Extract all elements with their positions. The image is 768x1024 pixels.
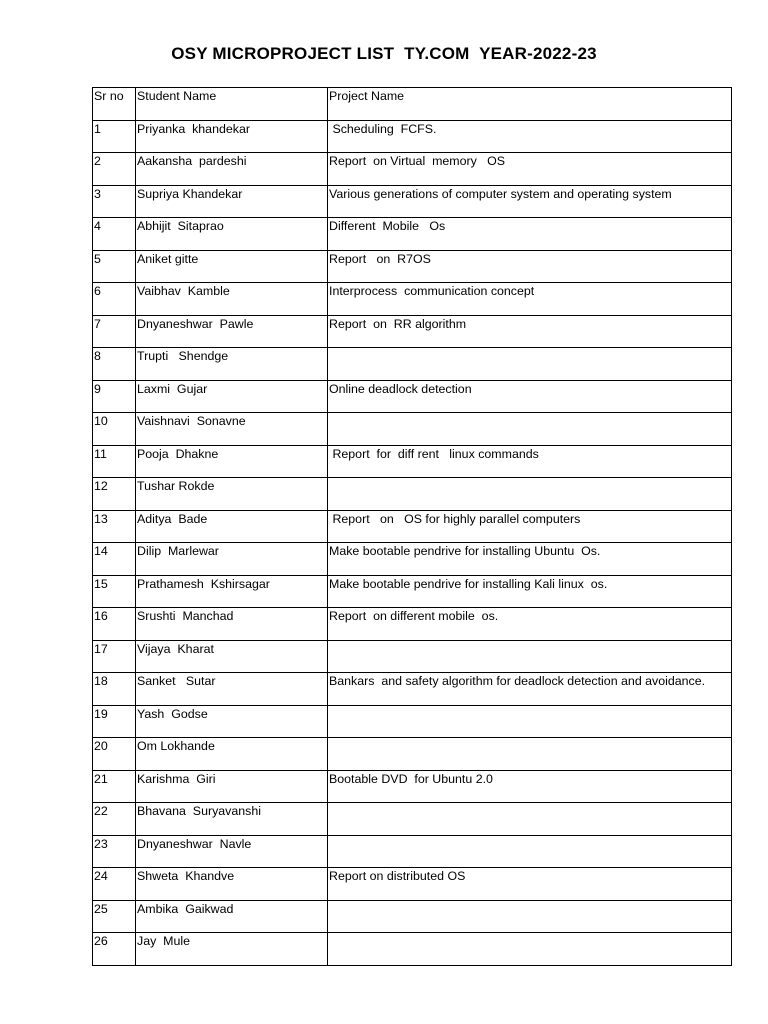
- table-row: [93, 153, 732, 186]
- project-name-cell: [328, 640, 732, 673]
- sr-no-cell: 26: [93, 933, 136, 966]
- student-name-cell: Ambika Gaikwad: [136, 900, 328, 933]
- project-name-cell: [328, 413, 732, 446]
- sr-no-cell: 20: [93, 738, 136, 771]
- table-body: [93, 120, 732, 965]
- table-row: [93, 738, 732, 771]
- student-name-cell: Dilip Marlewar: [136, 543, 328, 576]
- project-name-cell: Various generations of computer system and operating system: [328, 185, 732, 218]
- project-name-cell: Report on distributed OS: [328, 868, 732, 901]
- student-name-cell: Aditya Bade: [136, 510, 328, 543]
- table-row: [93, 575, 732, 608]
- sr-no-cell: 5: [93, 250, 136, 283]
- sr-no-cell: 9: [93, 380, 136, 413]
- sr-no-cell: 23: [93, 835, 136, 868]
- project-name-cell: [328, 803, 732, 836]
- student-name-cell: Sanket Sutar: [136, 673, 328, 706]
- student-name-cell: Dnyaneshwar Navle: [136, 835, 328, 868]
- project-name-cell: [328, 348, 732, 381]
- student-name-cell: Tushar Rokde: [136, 478, 328, 511]
- microproject-table: [92, 87, 732, 966]
- table-row: [93, 608, 732, 641]
- sr-no-cell: 3: [93, 185, 136, 218]
- project-name-cell: Report on RR algorithm: [328, 315, 732, 348]
- sr-no-cell: 21: [93, 770, 136, 803]
- project-name-cell: Report on R7OS: [328, 250, 732, 283]
- table-row: [93, 380, 732, 413]
- student-name-cell: Dnyaneshwar Pawle: [136, 315, 328, 348]
- student-name-cell: Bhavana Suryavanshi: [136, 803, 328, 836]
- project-name-cell: [328, 705, 732, 738]
- table-header-row: [93, 88, 732, 121]
- table-row: [93, 478, 732, 511]
- project-name-cell: Online deadlock detection: [328, 380, 732, 413]
- project-name-cell: [328, 478, 732, 511]
- student-name-cell: Srushti Manchad: [136, 608, 328, 641]
- table-row: [93, 705, 732, 738]
- sr-no-cell: 10: [93, 413, 136, 446]
- student-name-cell: Vaibhav Kamble: [136, 283, 328, 316]
- table-row: [93, 413, 732, 446]
- project-name-cell: [328, 738, 732, 771]
- header-sr-no: Sr no: [93, 88, 136, 121]
- student-name-cell: Supriya Khandekar: [136, 185, 328, 218]
- project-name-cell: Report on different mobile os.: [328, 608, 732, 641]
- project-name-cell: Bankars and safety algorithm for deadlock detection and avoidance.: [328, 673, 732, 706]
- table-row: [93, 640, 732, 673]
- table-row: [93, 185, 732, 218]
- student-name-cell: Yash Godse: [136, 705, 328, 738]
- project-name-cell: Report on OS for highly parallel computers: [328, 510, 732, 543]
- table-row: [93, 868, 732, 901]
- table-row: [93, 543, 732, 576]
- sr-no-cell: 19: [93, 705, 136, 738]
- table-row: [93, 218, 732, 251]
- sr-no-cell: 22: [93, 803, 136, 836]
- sr-no-cell: 18: [93, 673, 136, 706]
- sr-no-cell: 7: [93, 315, 136, 348]
- table-row: [93, 120, 732, 153]
- table-row: [93, 673, 732, 706]
- project-name-cell: Bootable DVD for Ubuntu 2.0: [328, 770, 732, 803]
- student-name-cell: Aakansha pardeshi: [136, 153, 328, 186]
- student-name-cell: Shweta Khandve: [136, 868, 328, 901]
- project-name-cell: [328, 900, 732, 933]
- sr-no-cell: 25: [93, 900, 136, 933]
- project-name-cell: [328, 933, 732, 966]
- student-name-cell: Priyanka khandekar: [136, 120, 328, 153]
- student-name-cell: Vaishnavi Sonavne: [136, 413, 328, 446]
- project-name-cell: Interprocess communication concept: [328, 283, 732, 316]
- sr-no-cell: 6: [93, 283, 136, 316]
- student-name-cell: Karishma Giri: [136, 770, 328, 803]
- sr-no-cell: 2: [93, 153, 136, 186]
- student-name-cell: Pooja Dhakne: [136, 445, 328, 478]
- student-name-cell: Prathamesh Kshirsagar: [136, 575, 328, 608]
- table-row: [93, 315, 732, 348]
- project-name-cell: Report on Virtual memory OS: [328, 153, 732, 186]
- page-title: OSY MICROPROJECT LIST TY.COM YEAR-2022-23: [171, 44, 597, 63]
- sr-no-cell: 1: [93, 120, 136, 153]
- project-name-cell: [328, 835, 732, 868]
- sr-no-cell: 17: [93, 640, 136, 673]
- sr-no-cell: 11: [93, 445, 136, 478]
- header-student-name: Student Name: [136, 88, 328, 121]
- table-row: [93, 348, 732, 381]
- project-name-cell: Report for diff rent linux commands: [328, 445, 732, 478]
- project-name-cell: Different Mobile Os: [328, 218, 732, 251]
- table-row: [93, 803, 732, 836]
- sr-no-cell: 15: [93, 575, 136, 608]
- sr-no-cell: 14: [93, 543, 136, 576]
- student-name-cell: Jay Mule: [136, 933, 328, 966]
- project-name-cell: Make bootable pendrive for installing Ubuntu Os.: [328, 543, 732, 576]
- table-row: [93, 445, 732, 478]
- table-row: [93, 250, 732, 283]
- table-row: [93, 510, 732, 543]
- sr-no-cell: 13: [93, 510, 136, 543]
- table-row: [93, 933, 732, 966]
- student-name-cell: Trupti Shendge: [136, 348, 328, 381]
- sr-no-cell: 24: [93, 868, 136, 901]
- student-name-cell: Laxmi Gujar: [136, 380, 328, 413]
- table-row: [93, 770, 732, 803]
- table-row: [93, 835, 732, 868]
- student-name-cell: Aniket gitte: [136, 250, 328, 283]
- student-name-cell: Om Lokhande: [136, 738, 328, 771]
- table-row: [93, 283, 732, 316]
- project-name-cell: Make bootable pendrive for installing Kali linux os.: [328, 575, 732, 608]
- project-name-cell: Scheduling FCFS.: [328, 120, 732, 153]
- sr-no-cell: 12: [93, 478, 136, 511]
- sr-no-cell: 4: [93, 218, 136, 251]
- sr-no-cell: 8: [93, 348, 136, 381]
- header-project-name: Project Name: [328, 88, 732, 121]
- table-row: [93, 900, 732, 933]
- sr-no-cell: 16: [93, 608, 136, 641]
- student-name-cell: Abhijit Sitaprao: [136, 218, 328, 251]
- student-name-cell: Vijaya Kharat: [136, 640, 328, 673]
